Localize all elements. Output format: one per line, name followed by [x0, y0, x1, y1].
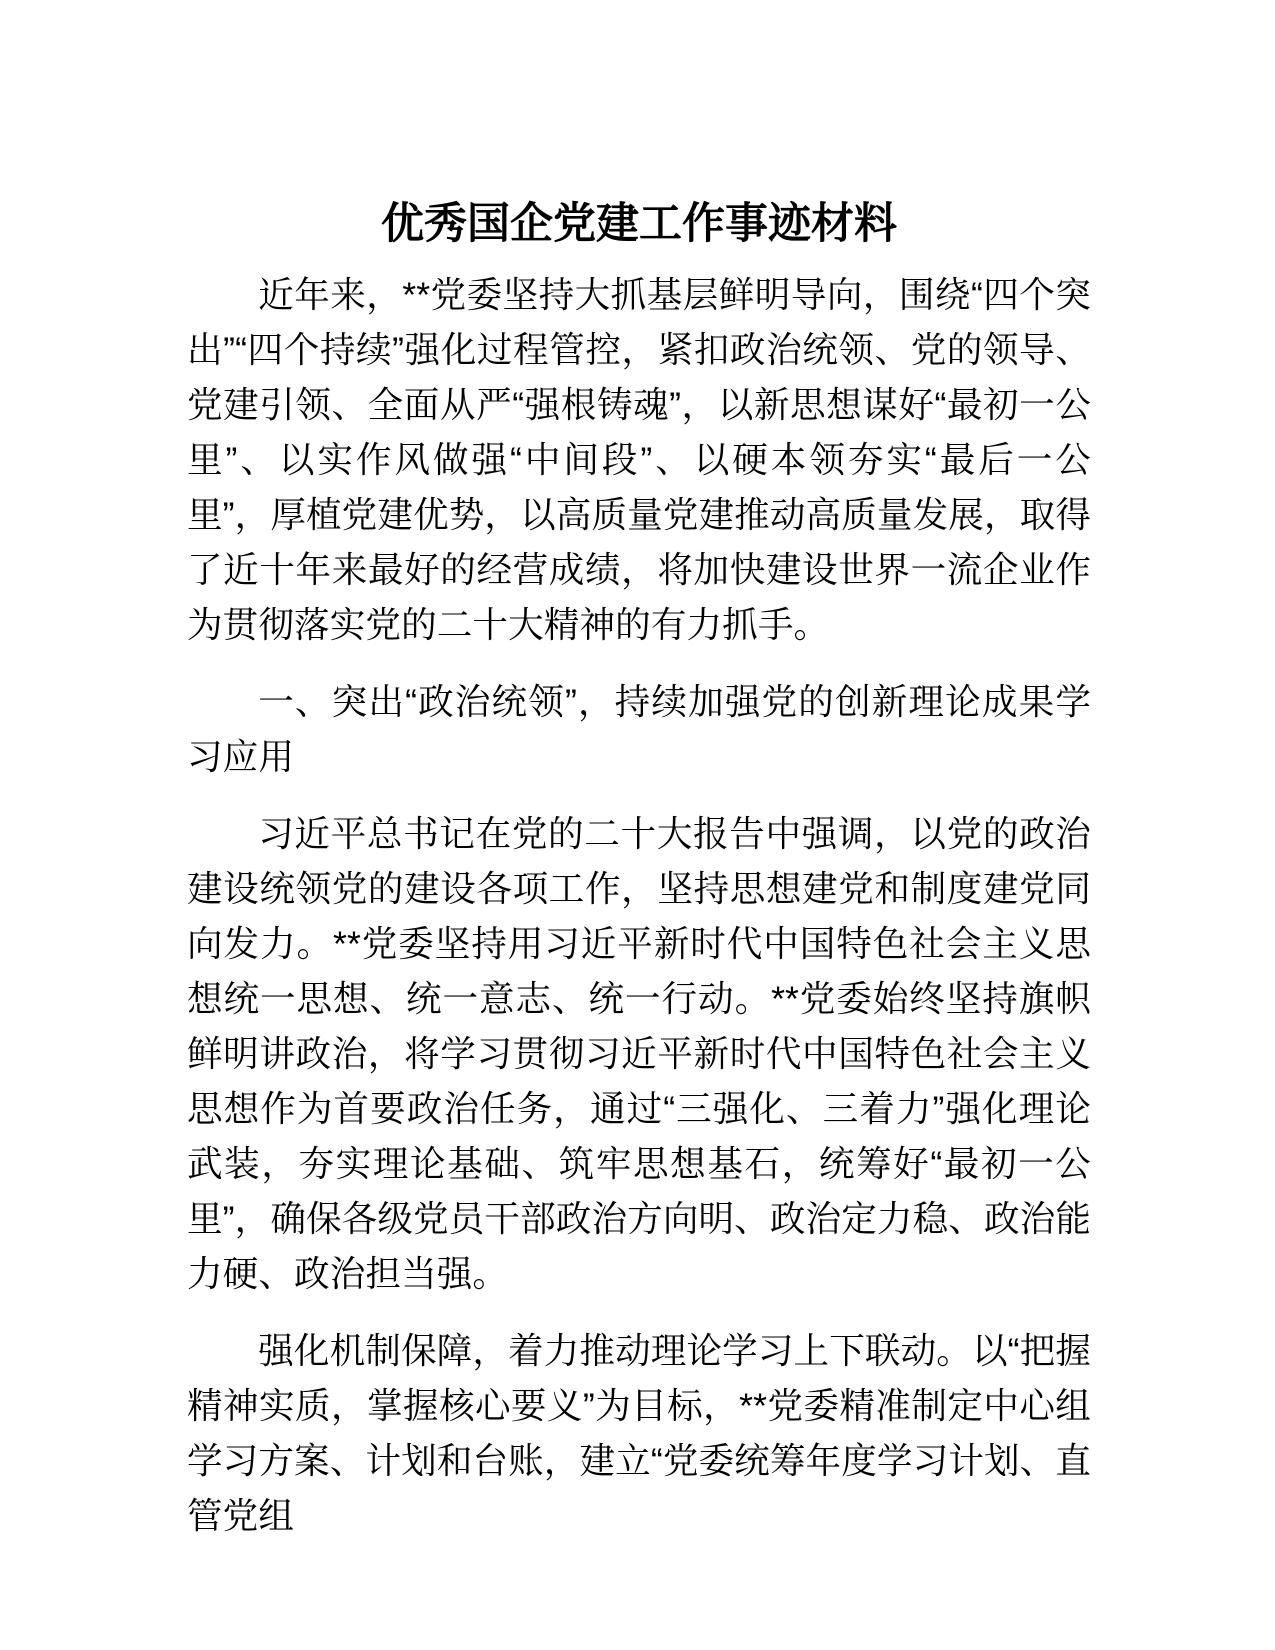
page-title: 优秀国企党建工作事迹材料	[381, 200, 897, 248]
section-heading-one: 一、突出“政治统领”，持续加强党的创新理论成果学习应用	[187, 682, 1091, 777]
paragraph-intro: 近年来，**党委坚持大抓基层鲜明导向，围绕“四个突出”“四个持续”强化过程管控，紧扣政治统领、党的领导、党建引领、全面从严“强根铸魂”，以新思想谋好“最初一公里”、以实作风做强“中间段”、以硬本领夯实“最后一公里”，厚植党建优势，以高质量党建推动高质量发展，取得了近十年来最好的经营成绩，将加快建设世界一流企业作为贯彻落实党的二十大精神的有力抓手。	[187, 275, 1091, 645]
paragraph-section-one-a: 习近平总书记在党的二十大报告中强调，以党的政治建设统领党的建设各项工作，坚持思想建党和制度建党同向发力。**党委坚持用习近平新时代中国特色社会主义思想统一思想、统一意志、统一行动。**党委始终坚持旗帜鲜明讲政治，将学习贯彻习近平新时代中国特色社会主义思想作为首要政治任务，通过“三强化、三着力”强化理论武装，夯实理论基础、筑牢思想基石，统筹好“最初一公里”，确保各级党员干部政治方向明、政治定力稳、政治能力硬、政治担当强。	[187, 814, 1091, 1294]
document-content	[187, 196, 1091, 1544]
paragraph-section-one-b: 强化机制保障，着力推动理论学习上下联动。以“把握精神实质，掌握核心要义”为目标，**党委精准制定中心组学习方案、计划和台账，建立“党委统筹年度学习计划、直管党组	[187, 1331, 1091, 1536]
